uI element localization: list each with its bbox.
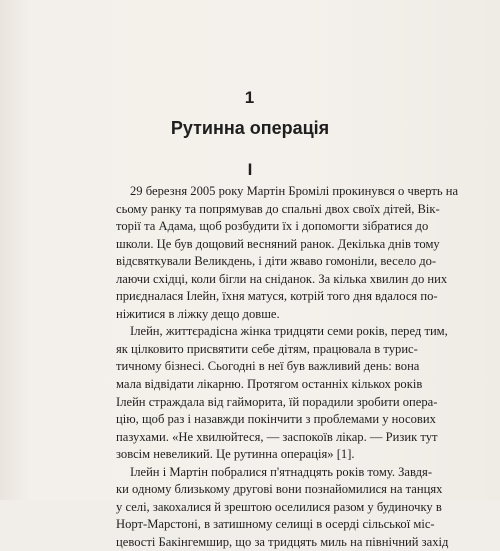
text-line: Ілейн страждала від гайморита, їй порадили зробити опера-	[116, 394, 438, 409]
text-line: приєдналася Ілейн, їхня матуся, котрій того дня вдалося по-	[116, 289, 438, 304]
text-line: зовсім невеликий. Це рутинна операція» [1].	[116, 447, 355, 462]
text-line: ніжитися в ліжку дещо довше.	[116, 306, 280, 321]
chapter-title: Рутинна операція	[170, 118, 330, 138]
text-line: відсвяткували Великдень, і діти жваво гомоніли, весело до-	[116, 254, 437, 269]
text-line: Ілейн і Мартін побралися п'ятнадцять років тому. Завдя-	[130, 464, 433, 479]
text-line: тичному бізнесі. Сьогодні в неї був важливий день: вона	[116, 359, 420, 374]
text-line: сьому ранку та попрямував до спальні двох своїх дітей, Вік-	[116, 201, 440, 216]
chapter-number: 1	[244, 88, 256, 107]
text-line: у селі, закохалися й зрештою оселилися разом у будиночку в	[116, 499, 442, 514]
section-number: I	[247, 160, 253, 179]
text-line: школи. Це був дощовий весняний ранок. Декілька днів тому	[116, 236, 440, 251]
text-line: мала відвідати лікарню. Протягом останніх кількох років	[116, 377, 423, 392]
text-line: 29 березня 2005 року Мартін Бромілі прокинувся о чверть на	[130, 184, 459, 198]
paragraph-2	[116, 323, 448, 463]
text-line: пазухами. «Не хвилюйтеся, — заспокоїв лікар. — Ризик тут	[116, 429, 438, 444]
text-line: цію, щоб раз і назавжди покінчити з проблемами у носових	[116, 412, 436, 427]
text-line: лаючи східці, коли бігли на сніданок. За кілька хвилин до них	[116, 271, 448, 286]
text-line: Ілейн, життєрадісна жінка тридцяти семи років, перед тим,	[130, 324, 448, 339]
text-line: цевості Бакінгемшир, що за тридцять миль на північний захід	[116, 534, 449, 549]
text-line: ки одному близькому другові вони познайомилися на танцях	[116, 482, 443, 497]
text-line: торії та Адама, щоб розбудити їх і допомогти зібратися до	[116, 219, 429, 234]
text-line: Норт-Марстоні, в затишному селищі в осерді сільської міс-	[116, 517, 435, 532]
paragraph-3	[116, 464, 449, 551]
body-text	[116, 183, 459, 551]
text-line: як цілковито присвятити себе дітям, працювала в турис-	[116, 341, 418, 356]
paragraph-1	[116, 183, 459, 323]
